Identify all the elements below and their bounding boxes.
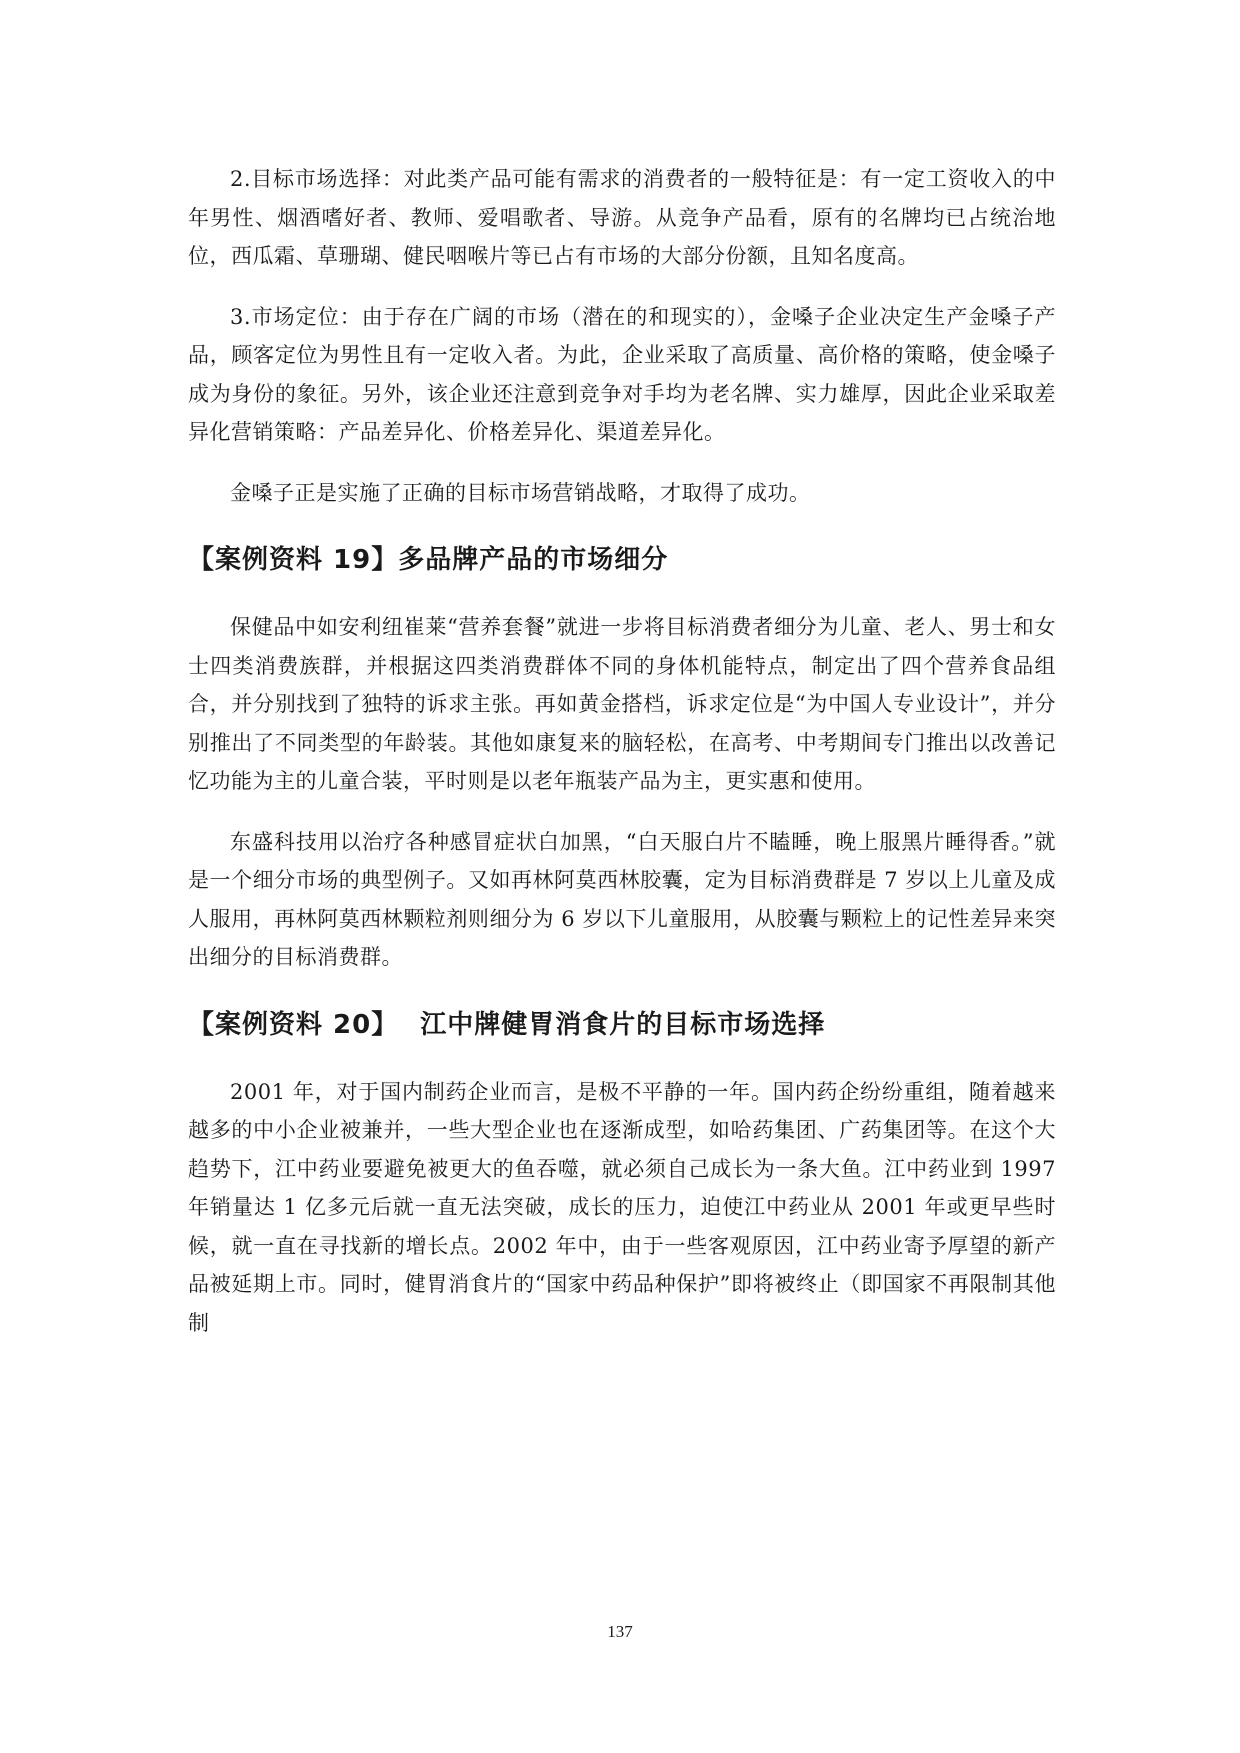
paragraph-target-market-selection: 2.目标市场选择：对此类产品可能有需求的消费者的一般特征是：有一定工资收入的中年男性、烟酒嗜好者、教师、爱唱歌者、导游。从竞争产品看，原有的名牌均已占统治地位，西瓜霜、草珊瑚、健民咽喉片等已占有市场的大部分份额，且知名度高。 — [188, 167, 1056, 268]
case19-paragraph: 东盛科技用以治疗各种感冒症状白加黑，“白天服白片不瞌睡，晚上服黑片睡得香。”就是一个细分市场的典型例子。又如再林阿莫西林胶囊，定为目标消费群是 7 岁以上儿童及成人服用，再林阿莫西林颗粒剂则细分为 6 岁以下儿童服用，从胶囊与颗粒上的记性差异来突出细分的目标消费群。 — [188, 829, 1056, 969]
case19-heading: 【案例资料 19】多品牌产品的市场细分 — [188, 545, 669, 575]
page-content — [188, 160, 1056, 1342]
paragraph-conclusion: 金嗓子正是实施了正确的目标市场营销战略，才取得了成功。 — [230, 480, 811, 505]
case20-heading — [188, 1005, 1056, 1045]
page-number: 137 — [607, 1622, 633, 1641]
case19-paragraph: 保健品中如安利纽崔莱“营养套餐”就进一步将目标消费者细分为儿童、老人、男士和女士四类消费族群，并根据这四类消费群体不同的身体机能特点，制定出了四个营养食品组合，并分别找到了独特的诉求主张。再如黄金搭档，诉求定位是“为中国人专业设计”，并分别推出了不同类型的年龄装。其他如康复来的脑轻松，在高考、中考期间专门推出以改善记忆功能为主的儿童合装，平时则是以老年瓶装产品为主，更实惠和使用。 — [188, 615, 1056, 793]
case20-heading-title: 江中牌健胃消食片的目标市场选择 — [420, 1009, 826, 1040]
case20-heading-prefix: 【案例资料 20】 — [188, 1009, 399, 1040]
case20-paragraph: 2001 年，对于国内制药企业而言，是极不平静的一年。国内药企纷纷重组，随着越来越多的中小企业被兼并，一些大型企业也在逐渐成型，如哈药集团、广药集团等。在这个大趋势下，江中药业要避免被更大的鱼吞噬，就必须自己成长为一条大鱼。江中药业到 1997 年销量达 1 亿多元后就一直无法突破，成长的压力，迫使江中药业从 2001 年或更早些时候，就一直在寻找新的增长点。2002 年中，由于一些客观原因，江中药业寄予厚望的新产品被延期上市。同时，健胃消食片的“国家中药品种保护”即将被终止（即国家不再限制其他制 — [188, 1079, 1056, 1335]
paragraph-market-positioning: 3.市场定位：由于存在广阔的市场（潜在的和现实的），金嗓子企业决定生产金嗓子产品，顾客定位为男性且有一定收入者。为此，企业采取了高质量、高价格的策略，使金嗓子成为身份的象征。另外，该企业还注意到竞争对手均为老名牌、实力雄厚，因此企业采取差异化营销策略：产品差异化、价格差异化、渠道差异化。 — [188, 304, 1056, 444]
